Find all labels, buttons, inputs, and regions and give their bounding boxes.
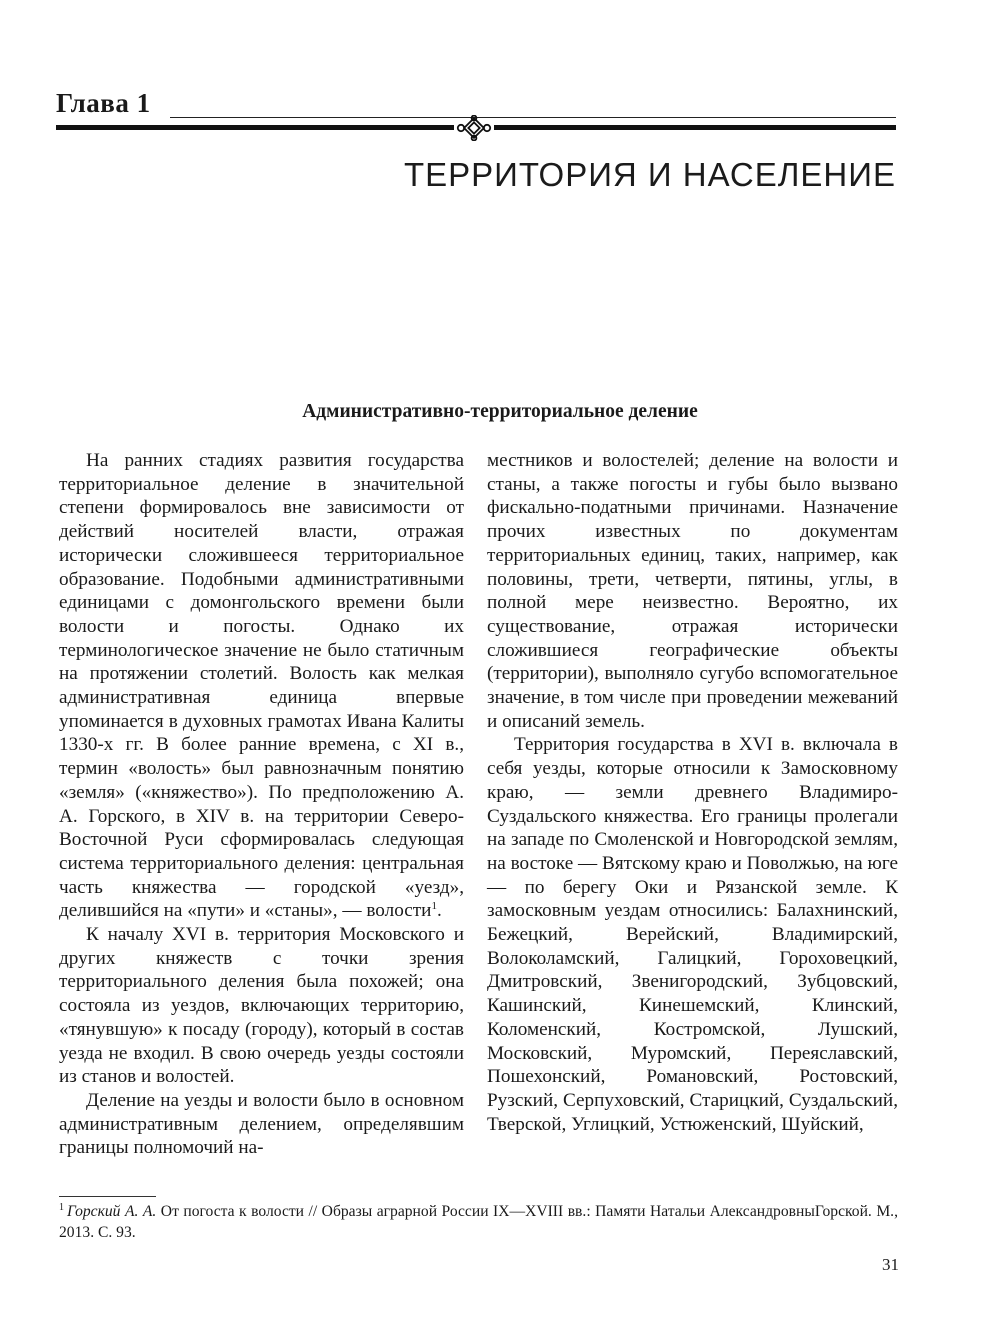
page-number: 31	[882, 1255, 899, 1274]
footnote-text: От погоста к волости // Образы аграрной России IX—XVIII вв.: Памяти Натальи АлександровныГорской. М., 2013. С. 93.	[59, 1203, 898, 1241]
section-heading: Административно-территориальное деление	[302, 401, 698, 422]
footnote-author: Горский А. А.	[67, 1203, 157, 1220]
right-column	[487, 449, 898, 1136]
paragraph-1-text: На ранних стадиях развития государства территориальное деление в значительной степени формировалось вне зависимости от действий носителей власти, отражая исторически сложившееся территориальное образование. Подобными административными единицами с домонгольского времени были волости и погосты. Однако их терминологическое значение не было статичным на протяжении столетий. Волость как мелкая административная единица впервые упоминается в духовных грамотах Ивана Калиты 1330-х гг. В более ранние времена, с XI в., термин «волость» был равнозначным понятию «земля» («княжество»). По предположению А. А. Горского, в XIV в. на территории Северо-Восточной Руси сформировалась следующая система территориального деления: центральная часть княжества — городской «уезд», делившийся на «пути» и «станы», — волости	[59, 450, 464, 922]
header-thin-rule	[170, 117, 896, 118]
paragraph-2: К началу XVI в. территория Московского и других княжеств с точки зрения территориального деления была похожей; она состояла из уездов, включающих территорию, «тянувшую» к посаду (городу), который в состав уезда не входил. В свою очередь уезды состояли из станов и волостей.	[59, 924, 464, 1088]
footnote	[59, 1201, 898, 1243]
footnote-ref[interactable]: 1	[431, 900, 437, 913]
header-thick-rule-left	[56, 125, 454, 130]
footnote-number: 1	[59, 1202, 64, 1213]
paragraph-4: Территория государства в XVI в. включала в себя уезды, которые относили к Замосковному краю, — земли древнего Владимиро-Суздальского княжества. Его границы пролегали на западе по Смоленской и Новгородской землям, на востоке — Вятскому краю и Поволжью, на юге — по берегу Оки и Рязанской земле. К замосковным уездам относились: Балахнинский, Бежецкий, Верейский, Владимирский, Волоколамский, Галицкий, Гороховецкий, Дмитровский, Звенигородский, Зубцовский, Кашинский, Кинешемский, Клинский, Коломенский, Костромской, Лушский, Московский, Муромский, Переяславский, Пошехонский, Романовский, Ростовский, Рузский, Серпуховский, Старицкий, Суздальский, Тверской, Углицкий, Устюженский, Шуйский,	[487, 734, 898, 1135]
chapter-title: ТЕРРИТОРИЯ И НАСЕЛЕНИЕ	[403, 156, 896, 193]
paragraph-3: Деление на уезды и волости было в основном административным делением, определявшим границы полномочий на-	[59, 1089, 464, 1159]
footnote-divider	[59, 1196, 156, 1197]
paragraph-3-continued: местников и волостелей; деление на волости и станы, а также погосты и губы было вызвано фискально-податными причинами. Назначение прочих известных по документам территориальных единиц, таких, например, как половины, трети, четверти, пятины, углы, в полной мере неизвестно. Вероятно, их существование, отражая исторически сложившиеся географические объекты (территории), выполняло сугубо вспомогательное значение, в том числе при проведении межеваний и описаний земель.	[487, 450, 898, 732]
chapter-label: Глава 1	[56, 88, 151, 118]
paragraph-1: На ранних стадиях развития государства территориальное деление в значительной степени формировалось вне зависимости от действий носителей власти, отражая исторически сложившееся территориальное образование. Подобными административными единицами с домонгольского времени были волости и погосты. Однако их терминологическое значение не было статичным на протяжении столетий. Волость как мелкая административная единица впервые упоминается в духовных грамотах Ивана Калиты 1330-х гг. В более ранние времена, с XI в., термин «волость» был равнозначным понятию «земля» («княжество»). По предположению А. А. Горского, в XIV в. на территории Северо-Восточной Руси сформировалась следующая система территориального деления: центральная часть княжества — городской «уезд», делившийся на «пути» и «станы», — волости$^1$.	[59, 450, 464, 922]
header-thick-rule-right	[494, 125, 896, 130]
knot-ornament-icon	[456, 115, 492, 141]
left-column	[59, 449, 464, 1160]
